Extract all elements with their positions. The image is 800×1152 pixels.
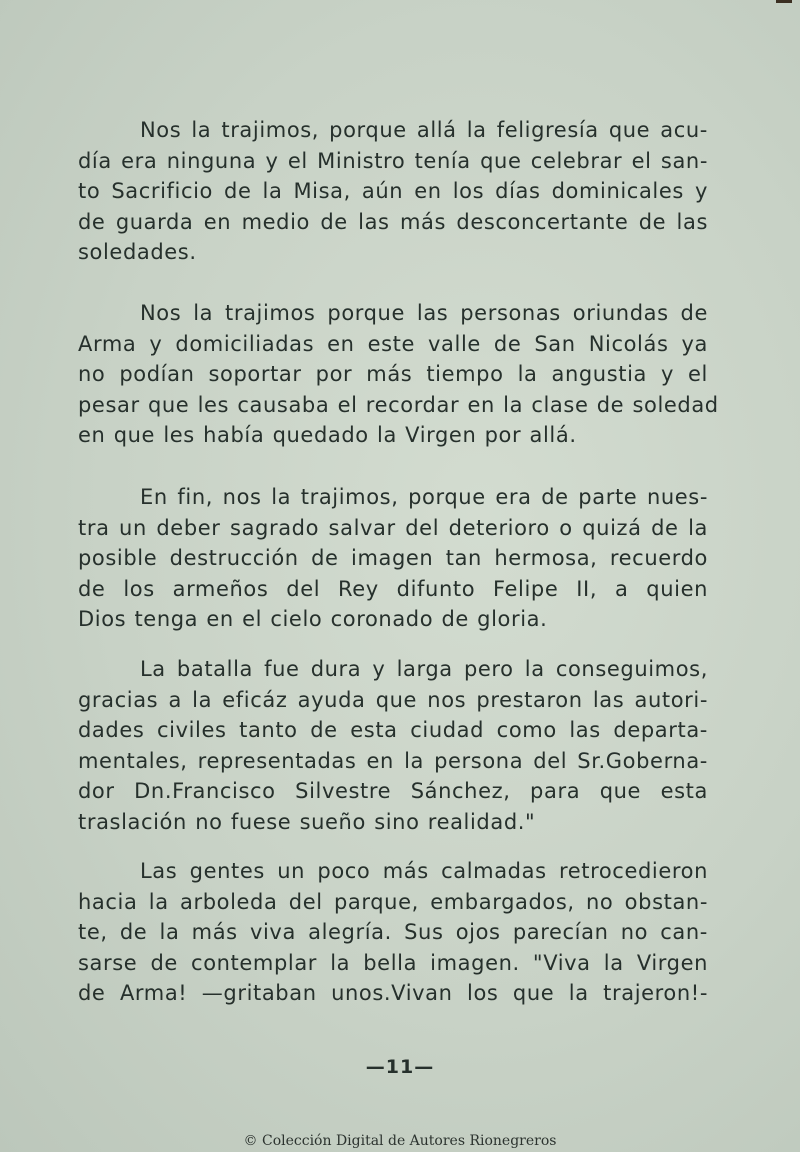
paragraph-2: [78, 298, 719, 451]
text-line: Nos la trajimos porque las personas oriundas de: [140, 301, 708, 325]
text-line: dor Dn.Francisco Silvestre Sánchez, para que esta: [78, 779, 708, 803]
text-line: hacia la arboleda del parque, embargados, no obstan-: [78, 889, 708, 914]
text-line: to Sacrificio de la Misa, aún en los días dominicales y: [78, 179, 708, 203]
text-line: en que les había quedado la Virgen por allá.: [78, 423, 577, 447]
text-line: Dios tenga en el cielo coronado de gloria.: [78, 607, 548, 631]
paragraph-4: [78, 654, 708, 837]
text-line: de Arma! —gritaban unos.Vivan los que la trajeron!-: [78, 981, 708, 1005]
text-line: tra un deber sagrado salvar del deterioro o quizá de la: [78, 515, 708, 540]
text-line: no podían soportar por más tiempo la angustia y el: [78, 362, 708, 386]
text-line: gracias a la eficáz ayuda que nos prestaron las autori-: [78, 687, 708, 712]
text-line: día era ninguna y el Ministro tenía que celebrar el san-: [78, 148, 708, 173]
text-line: Las gentes un poco más calmadas retrocedieron: [140, 859, 708, 883]
text-line: de guarda en medio de las más desconcertante de las: [78, 209, 708, 234]
text-line: En fin, nos la trajimos, porque era de parte nues-: [140, 485, 708, 509]
text-line: te, de la más viva alegría. Sus ojos parecían no can-: [78, 920, 708, 944]
page-edge-mark: [776, 0, 792, 3]
paragraph-3: [78, 482, 708, 635]
paragraph-5: [78, 856, 708, 1009]
text-line: La batalla fue dura y larga pero la conseguimos,: [140, 657, 708, 681]
text-line: sarse de contemplar la bella imagen. "Viva la Virgen: [78, 950, 708, 975]
paragraph-1: [78, 115, 708, 268]
page-number: —11—: [365, 1056, 435, 1078]
text-line: de los armeños del Rey difunto Felipe II, a quien: [78, 576, 708, 601]
text-line: traslación no fuese sueño sino realidad.": [78, 809, 536, 834]
text-line: Arma y domiciliadas en este valle de San Nicolás ya: [78, 331, 708, 356]
text-line: dades civiles tanto de esta ciudad como las departa-: [78, 718, 708, 742]
text-line: Nos la trajimos, porque allá la feligresía que acu-: [140, 118, 708, 142]
text-line: pesar que les causaba el recordar en la clase de soledad: [78, 392, 719, 417]
text-line: soledades.: [78, 240, 197, 264]
text-line: mentales, representadas en la persona del Sr.Goberna-: [78, 748, 708, 773]
text-line: posible destrucción de imagen tan hermosa, recuerdo: [78, 546, 708, 570]
copyright-footer: © Colección Digital de Autores Rionegreros: [243, 1133, 557, 1149]
